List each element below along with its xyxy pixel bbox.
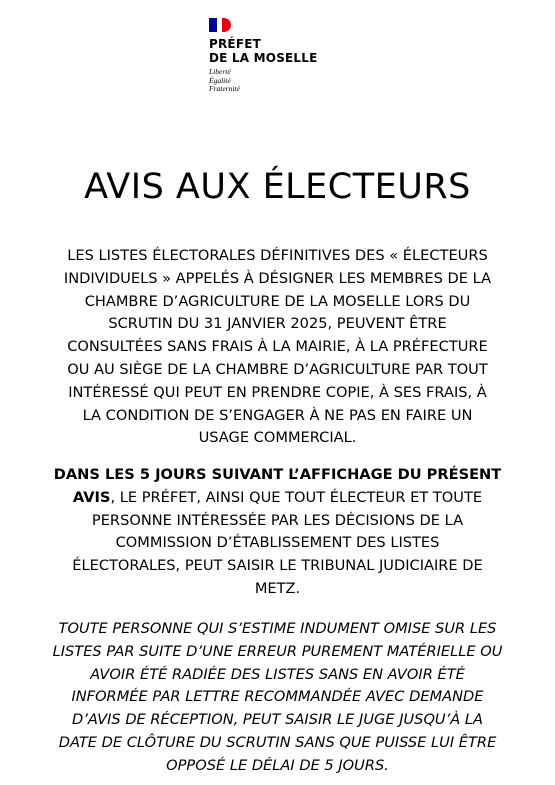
paragraph-line: LES LISTES ÉLECTORALES DÉFINITIVES DES « ÉLECTEURS	[67, 247, 488, 264]
paragraph-line: DATE DE CLÔTURE DU SCRUTIN SANS QUE PUISSE LUI ÊTRE	[58, 733, 497, 751]
paragraph-line	[18, 487, 537, 510]
bold-word-avis: AVIS	[72, 488, 111, 506]
paragraph-line: INFORMÉE PAR LETTRE RECOMMANDÉE AVEC DEMANDE	[71, 688, 484, 706]
paragraph-line: METZ.	[254, 579, 301, 597]
paragraph-line: AVOIR ÉTÉ RADIÉE DES LISTES SANS EN AVOIR ÉTÉ	[90, 665, 465, 683]
motto-egalite: Égalité	[209, 75, 231, 85]
page-title: AVIS AUX ÉLECTEURS	[84, 167, 471, 207]
paragraph-line: ÉLECTORALES, PEUT SAISIR LE TRIBUNAL JUDICIAIRE DE	[72, 557, 483, 575]
republic-motto	[209, 68, 349, 94]
paragraph-recours-juge	[18, 618, 537, 778]
paragraph-line: PERSONNE INTÉRESSÉE PAR LES DÉCISIONS DE LA	[91, 511, 464, 529]
motto-liberte: Liberté	[209, 67, 231, 76]
paragraph-line: OU AU SIÈGE DE LA CHAMBRE D’AGRICULTURE PAR TOUT	[67, 360, 488, 378]
paragraph-consultation	[18, 245, 537, 450]
paragraph-line: SCRUTIN DU 31 JANVIER 2025, PEUVENT ÊTRE	[108, 315, 447, 333]
paragraph-line: LA CONDITION DE S’ENGAGER À NE PAS EN FAIRE UN	[82, 406, 473, 424]
paragraph-line: TOUTE PERSONNE QUI S’ESTIME INDUMENT OMISE SUR LES	[58, 620, 497, 637]
paragraph-line: COMMISSION D’ÉTABLISSEMENT DES LISTES	[115, 534, 440, 552]
paragraph-line: CONSULTÉES SANS FRAIS À LA MAIRIE, À LA PRÉFECTURE	[67, 338, 488, 356]
paragraph-recours-tribunal	[18, 464, 537, 601]
paragraph-line: INDIVIDUELS » APPELÉS À DÉSIGNER LES MEMBRES DE LA	[63, 269, 492, 287]
prefecture-name-line2: DE LA MOSELLE	[209, 51, 318, 65]
paragraph-line: USAGE COMMERCIAL.	[198, 429, 357, 447]
marianne-flag-icon	[209, 18, 231, 32]
prefecture-logo	[209, 18, 349, 94]
paragraph-line-bold: DANS LES 5 JOURS SUIVANT L’AFFICHAGE DU PRÉSENT	[53, 466, 502, 483]
prefecture-name-line1: PRÉFET	[209, 37, 262, 51]
motto-fraternite: Fraternité	[209, 84, 240, 93]
paragraph-line: CHAMBRE D’AGRICULTURE DE LA MOSELLE LORS DU	[84, 292, 471, 310]
paragraph-line-rest: , LE PRÉFET, AINSI QUE TOUT ÉLECTEUR ET TOUTE	[110, 488, 483, 506]
prefecture-name	[209, 37, 349, 65]
paragraph-line: LISTES PAR SUITE D’UNE ERREUR PUREMENT MATÉRIELLE OU	[52, 642, 503, 660]
paragraph-line: D’AVIS DE RÉCEPTION, PEUT SAISIR LE JUGE JUSQU’À LA	[72, 711, 483, 729]
paragraph-line: INTÉRESSÉ QUI PEUT EN PRENDRE COPIE, À SES FRAIS, À	[68, 383, 487, 401]
paragraph-line: OPPOSÉ LE DÉLAI DE 5 JOURS.	[166, 756, 389, 774]
